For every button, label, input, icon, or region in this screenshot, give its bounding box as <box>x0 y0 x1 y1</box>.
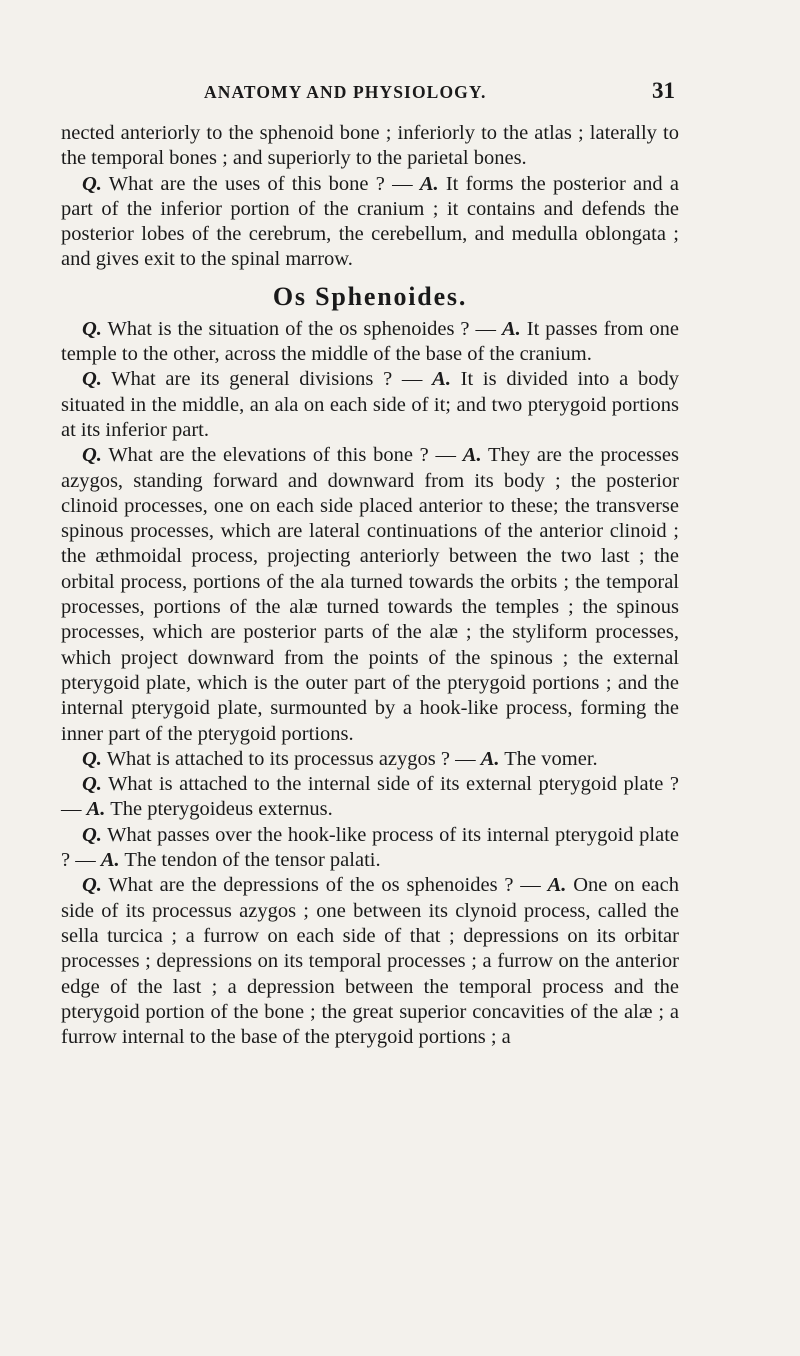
qa-paragraph <box>61 443 679 747</box>
answer-text: One on each side of its processus azygos ; one between its clynoid process, called the sella turcica ; a furrow on each side of that ; depressions on its orbitar processes ; depressions on its temporal processes ; a furrow on the anterior edge of the last ; a depression between the temporal process and the pterygoid portion of the bone ; the great superior concavities of the alæ ; a furrow internal to the base of the pterygoid portions ; a <box>61 874 680 1049</box>
paragraph-text: nected anteriorly to the sphenoid bone ; inferiorly to the atlas ; laterally to the temporal bones ; and superiorly to the parietal bones. <box>61 122 679 170</box>
answer-text: It forms the posterior and a part of the inferior portion of the cranium ; it contains and defends the posterior lobes of the cerebrum, the cerebellum, and medulla oblongata ; and gives exit to the spinal marrow. <box>61 172 679 271</box>
question-text: What are the uses of this bone ? — <box>101 172 420 195</box>
answer-text: The tendon of the tensor palati. <box>119 849 381 872</box>
qa-paragraph <box>61 747 679 772</box>
answer-text: The vomer. <box>499 747 598 770</box>
page-number: 31 <box>652 78 675 103</box>
question-marker: Q. <box>82 874 102 897</box>
qa-paragraph <box>61 823 679 874</box>
answer-marker: A. <box>480 747 500 770</box>
answer-marker: A. <box>547 874 567 897</box>
question-marker: Q. <box>82 444 102 467</box>
answer-text: The pterygoideus externus. <box>105 798 333 821</box>
qa-paragraph <box>61 317 679 368</box>
running-head <box>0 78 800 108</box>
question-text: What are the depressions of the os sphenoides ? — <box>101 874 548 897</box>
question-marker: Q. <box>82 317 102 340</box>
question-text: What is attached to the internal side of its external pterygoid plate ? — <box>61 773 679 821</box>
qa-paragraph <box>61 772 679 823</box>
body-text <box>61 121 679 1050</box>
answer-text: They are the processes azygos, standing forward and downward from its body ; the posterior clinoid processes, one on each side placed anterior to these; the transverse spinous processes, which are lateral continuations of the anterior clinoid ; the æthmoidal process, projecting anteriorly between the two last ; the orbital process, portions of the ala turned towards the orbits ; the temporal processes, portions of the alæ turned towards the temples ; the spinous processes, which are posterior parts of the alæ ; the styliform processes, which project downward from the points of the spinous ; the external pterygoid plate, which is the outer part of the pterygoid portions ; and the internal pterygoid plate, surmounted by a hook-like process, forming the inner part of the pterygoid portions. <box>61 444 679 745</box>
answer-marker: A. <box>100 849 120 872</box>
answer-marker: A. <box>86 798 106 821</box>
qa-paragraph <box>61 873 679 1050</box>
question-text: What are its general divisions ? — <box>101 368 433 391</box>
question-text: What is the situation of the os sphenoides ? — <box>101 317 502 340</box>
running-title: ANATOMY AND PHYSIOLOGY. <box>204 82 487 102</box>
answer-marker: A. <box>501 317 521 340</box>
question-marker: Q. <box>82 172 102 195</box>
answer-text: It is divided into a body situated in the middle, an ala on each side of it; and two pterygoid portions at its inferior part. <box>61 368 679 441</box>
question-text: What are the elevations of this bone ? — <box>101 444 463 467</box>
qa-paragraph <box>61 367 679 443</box>
answer-marker: A. <box>419 172 439 195</box>
answer-marker: A. <box>462 444 482 467</box>
question-text: What is attached to its processus azygos ? — <box>101 747 481 770</box>
answer-text: It passes from one temple to the other, across the middle of the base of the cranium. <box>61 317 679 366</box>
question-marker: Q. <box>82 747 102 770</box>
answer-marker: A. <box>432 368 451 391</box>
question-marker: Q. <box>82 823 102 846</box>
question-marker: Q. <box>82 368 102 391</box>
question-text: What passes over the hook-like process of its internal pterygoid plate ? — <box>61 823 679 872</box>
paragraph <box>61 121 679 172</box>
qa-paragraph <box>61 172 679 273</box>
question-marker: Q. <box>82 773 102 796</box>
section-heading: Os Sphenoides. <box>272 281 468 311</box>
